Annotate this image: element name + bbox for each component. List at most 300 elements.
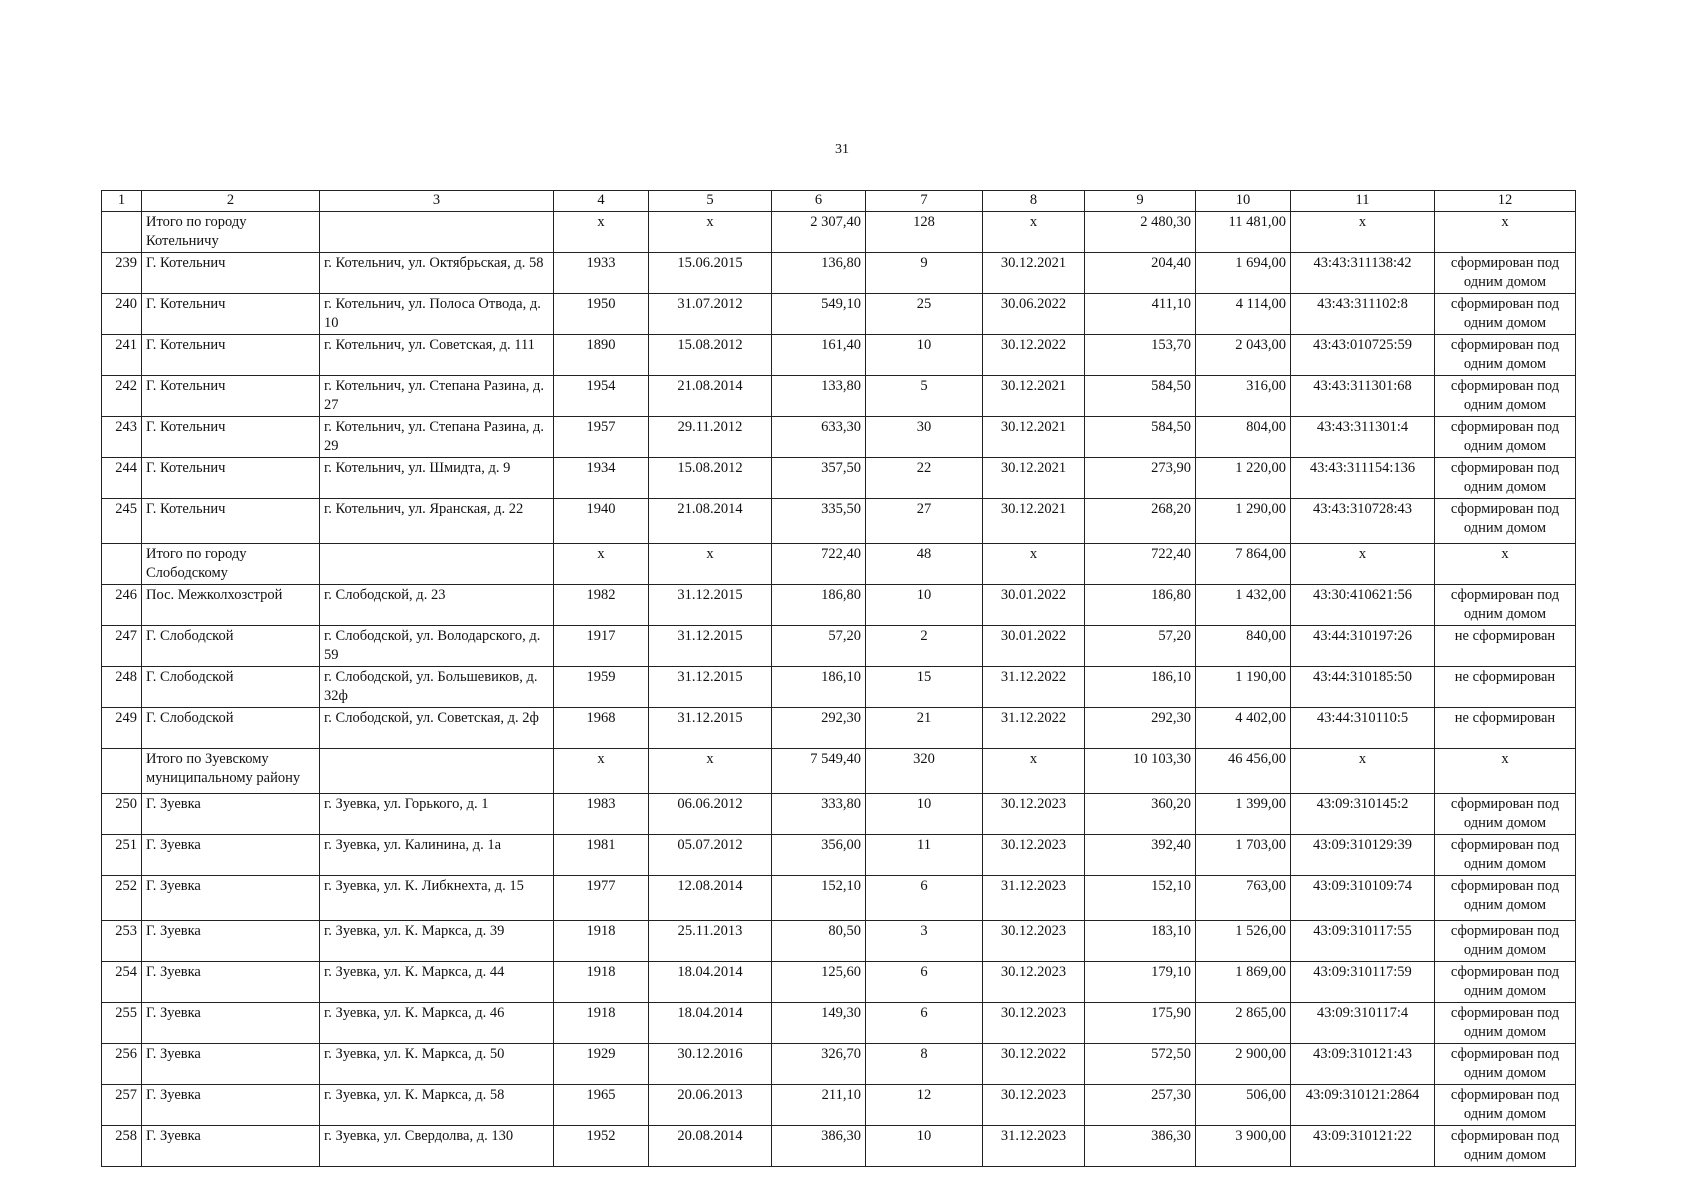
cell-land-status: сформирован под одним домом (1435, 1003, 1576, 1044)
cell-land-area: 840,00 (1196, 626, 1291, 667)
cell-cadastral-number: x (1291, 544, 1435, 585)
cell-address: г. Котельнич, ул. Советская, д. 111 (320, 335, 554, 376)
cell-resettlement-deadline: 30.06.2022 (983, 294, 1085, 335)
cell-land-status: сформирован под одним домом (1435, 335, 1576, 376)
table-row (102, 1044, 1576, 1085)
column-header: 4 (554, 191, 649, 212)
cell-build-year: 1968 (554, 708, 649, 749)
cell-residents-count: 27 (866, 499, 983, 544)
cell-residents-count: 30 (866, 417, 983, 458)
cell-address: г. Котельнич, ул. Степана Разина, д. 27 (320, 376, 554, 417)
table-row (102, 253, 1576, 294)
cell-recognition-date: 15.08.2012 (649, 458, 772, 499)
table-row (102, 667, 1576, 708)
cell-resettlement-deadline: 30.12.2023 (983, 962, 1085, 1003)
cell-build-year: 1977 (554, 876, 649, 921)
cell-address: г. Слободской, ул. Советская, д. 2ф (320, 708, 554, 749)
cell-row-number: 250 (102, 794, 142, 835)
cell-land-status: сформирован под одним домом (1435, 294, 1576, 335)
cell-residents-count: 10 (866, 794, 983, 835)
cell-settlement: Г. Зуевка (142, 921, 320, 962)
column-header: 6 (772, 191, 866, 212)
cell-settlement: Г. Зуевка (142, 876, 320, 921)
cell-recognition-date: 31.12.2015 (649, 626, 772, 667)
cell-residents-count: 15 (866, 667, 983, 708)
cell-residents-count: 320 (866, 749, 983, 794)
cell-area-resettled: 186,10 (1085, 667, 1196, 708)
cell-residents-count: 21 (866, 708, 983, 749)
cell-row-number: 257 (102, 1085, 142, 1126)
cell-recognition-date: 18.04.2014 (649, 962, 772, 1003)
cell-land-area: 1 290,00 (1196, 499, 1291, 544)
cell-residents-count: 10 (866, 585, 983, 626)
cell-resettlement-deadline: 30.12.2021 (983, 458, 1085, 499)
cell-land-area: 11 481,00 (1196, 212, 1291, 253)
cell-address (320, 212, 554, 253)
cell-land-status: x (1435, 212, 1576, 253)
cell-area-resettled: 57,20 (1085, 626, 1196, 667)
table-row (102, 499, 1576, 544)
cell-area: 7 549,40 (772, 749, 866, 794)
cell-area-resettled: 360,20 (1085, 794, 1196, 835)
cell-row-number: 242 (102, 376, 142, 417)
cell-build-year: 1890 (554, 335, 649, 376)
cell-area-resettled: 153,70 (1085, 335, 1196, 376)
cell-address (320, 544, 554, 585)
cell-residents-count: 8 (866, 1044, 983, 1085)
cell-settlement: Г. Зуевка (142, 794, 320, 835)
cell-land-area: 1 526,00 (1196, 921, 1291, 962)
cell-build-year: 1929 (554, 1044, 649, 1085)
cell-address: г. Зуевка, ул. Свердолва, д. 130 (320, 1126, 554, 1167)
cell-row-number: 252 (102, 876, 142, 921)
cell-recognition-date: 29.11.2012 (649, 417, 772, 458)
cell-resettlement-deadline: 30.12.2023 (983, 1085, 1085, 1126)
cell-area: 356,00 (772, 835, 866, 876)
cell-address: г. Зуевка, ул. К. Маркса, д. 50 (320, 1044, 554, 1085)
cell-resettlement-deadline: x (983, 212, 1085, 253)
cell-land-status: не сформирован (1435, 667, 1576, 708)
cell-land-area: 1 190,00 (1196, 667, 1291, 708)
cell-land-status: сформирован под одним домом (1435, 376, 1576, 417)
cell-recognition-date: 15.06.2015 (649, 253, 772, 294)
column-header: 11 (1291, 191, 1435, 212)
column-header: 5 (649, 191, 772, 212)
cell-recognition-date: x (649, 749, 772, 794)
cell-recognition-date: x (649, 544, 772, 585)
cell-row-number: 251 (102, 835, 142, 876)
cell-cadastral-number: 43:43:311301:4 (1291, 417, 1435, 458)
cell-residents-count: 48 (866, 544, 983, 585)
cell-resettlement-deadline: 30.12.2023 (983, 835, 1085, 876)
cell-residents-count: 6 (866, 876, 983, 921)
cell-area: 357,50 (772, 458, 866, 499)
cell-build-year: 1959 (554, 667, 649, 708)
cell-address: г. Котельнич, ул. Шмидта, д. 9 (320, 458, 554, 499)
cell-residents-count: 3 (866, 921, 983, 962)
page-number: 31 (835, 142, 849, 157)
cell-settlement: Итого по городу Котельничу (142, 212, 320, 253)
cell-build-year: 1983 (554, 794, 649, 835)
cell-settlement: Г. Слободской (142, 667, 320, 708)
cell-area-resettled: 386,30 (1085, 1126, 1196, 1167)
cell-cadastral-number: 43:43:311301:68 (1291, 376, 1435, 417)
cell-settlement: Итого по городу Слободскому (142, 544, 320, 585)
cell-land-area: 1 703,00 (1196, 835, 1291, 876)
cell-address: г. Котельнич, ул. Степана Разина, д. 29 (320, 417, 554, 458)
cell-resettlement-deadline: 30.12.2022 (983, 1044, 1085, 1085)
cell-recognition-date: 20.06.2013 (649, 1085, 772, 1126)
cell-settlement: Г. Котельнич (142, 499, 320, 544)
cell-address: г. Зуевка, ул. Горького, д. 1 (320, 794, 554, 835)
cell-resettlement-deadline: 30.12.2022 (983, 335, 1085, 376)
cell-row-number: 253 (102, 921, 142, 962)
table-row (102, 1003, 1576, 1044)
cell-build-year: 1934 (554, 458, 649, 499)
cell-recognition-date: 20.08.2014 (649, 1126, 772, 1167)
cell-cadastral-number: 43:44:310110:5 (1291, 708, 1435, 749)
cell-cadastral-number: 43:44:310197:26 (1291, 626, 1435, 667)
cell-address: г. Котельнич, ул. Яранская, д. 22 (320, 499, 554, 544)
cell-area-resettled: 257,30 (1085, 1085, 1196, 1126)
cell-resettlement-deadline: 30.12.2023 (983, 1003, 1085, 1044)
cell-area: 326,70 (772, 1044, 866, 1085)
cell-area: 633,30 (772, 417, 866, 458)
cell-area: 125,60 (772, 962, 866, 1003)
cell-land-status: сформирован под одним домом (1435, 499, 1576, 544)
cell-cadastral-number: 43:09:310121:43 (1291, 1044, 1435, 1085)
column-header: 3 (320, 191, 554, 212)
cell-cadastral-number: 43:09:310117:55 (1291, 921, 1435, 962)
cell-address: г. Зуевка, ул. К. Маркса, д. 39 (320, 921, 554, 962)
column-header: 2 (142, 191, 320, 212)
cell-area-resettled: 273,90 (1085, 458, 1196, 499)
cell-resettlement-deadline: x (983, 749, 1085, 794)
cell-address: г. Котельнич, ул. Октябрьская, д. 58 (320, 253, 554, 294)
cell-land-status: сформирован под одним домом (1435, 1044, 1576, 1085)
column-header: 7 (866, 191, 983, 212)
cell-row-number: 245 (102, 499, 142, 544)
cell-row-number: 258 (102, 1126, 142, 1167)
cell-resettlement-deadline: 30.01.2022 (983, 626, 1085, 667)
cell-address: г. Котельнич, ул. Полоса Отвода, д. 10 (320, 294, 554, 335)
cell-area: 152,10 (772, 876, 866, 921)
cell-area: 136,80 (772, 253, 866, 294)
table-row (102, 876, 1576, 921)
cell-recognition-date: 21.08.2014 (649, 499, 772, 544)
cell-residents-count: 5 (866, 376, 983, 417)
cell-settlement: Г. Слободской (142, 708, 320, 749)
cell-land-status: сформирован под одним домом (1435, 835, 1576, 876)
cell-address: г. Слободской, ул. Большевиков, д. 32ф (320, 667, 554, 708)
table-body (102, 212, 1576, 1167)
cell-land-area: 7 864,00 (1196, 544, 1291, 585)
cell-cadastral-number: 43:43:310728:43 (1291, 499, 1435, 544)
cell-settlement: Г. Котельнич (142, 294, 320, 335)
cell-area-resettled: 411,10 (1085, 294, 1196, 335)
cell-recognition-date: 15.08.2012 (649, 335, 772, 376)
cell-area-resettled: 204,40 (1085, 253, 1196, 294)
cell-resettlement-deadline: x (983, 544, 1085, 585)
total-row (102, 749, 1576, 794)
table-row (102, 794, 1576, 835)
cell-land-status: сформирован под одним домом (1435, 1085, 1576, 1126)
cell-build-year: 1952 (554, 1126, 649, 1167)
cell-recognition-date: 25.11.2013 (649, 921, 772, 962)
cell-build-year: 1965 (554, 1085, 649, 1126)
cell-land-area: 1 869,00 (1196, 962, 1291, 1003)
column-header: 10 (1196, 191, 1291, 212)
cell-build-year: 1954 (554, 376, 649, 417)
cell-build-year: 1918 (554, 962, 649, 1003)
cell-cadastral-number: 43:09:310121:2864 (1291, 1085, 1435, 1126)
cell-cadastral-number: 43:09:310145:2 (1291, 794, 1435, 835)
cell-resettlement-deadline: 30.12.2021 (983, 417, 1085, 458)
cell-settlement: Г. Зуевка (142, 835, 320, 876)
table-row (102, 708, 1576, 749)
cell-residents-count: 128 (866, 212, 983, 253)
cell-residents-count: 6 (866, 962, 983, 1003)
cell-settlement: Г. Зуевка (142, 962, 320, 1003)
cell-land-status: не сформирован (1435, 708, 1576, 749)
cell-build-year: 1950 (554, 294, 649, 335)
table-row (102, 921, 1576, 962)
cell-area-resettled: 183,10 (1085, 921, 1196, 962)
cell-area-resettled: 152,10 (1085, 876, 1196, 921)
cell-resettlement-deadline: 31.12.2023 (983, 1126, 1085, 1167)
cell-land-status: сформирован под одним домом (1435, 253, 1576, 294)
table-row (102, 417, 1576, 458)
cell-resettlement-deadline: 30.12.2023 (983, 921, 1085, 962)
total-row (102, 544, 1576, 585)
cell-land-area: 1 432,00 (1196, 585, 1291, 626)
cell-row-number: 241 (102, 335, 142, 376)
cell-residents-count: 10 (866, 1126, 983, 1167)
cell-area-resettled: 722,40 (1085, 544, 1196, 585)
cell-recognition-date: 31.12.2015 (649, 708, 772, 749)
cell-cadastral-number: 43:09:310109:74 (1291, 876, 1435, 921)
cell-land-area: 316,00 (1196, 376, 1291, 417)
cell-settlement: Г. Зуевка (142, 1126, 320, 1167)
cell-land-status: сформирован под одним домом (1435, 794, 1576, 835)
cell-land-area: 506,00 (1196, 1085, 1291, 1126)
cell-build-year: 1982 (554, 585, 649, 626)
cell-build-year: x (554, 749, 649, 794)
cell-settlement: Г. Котельнич (142, 417, 320, 458)
cell-area: 149,30 (772, 1003, 866, 1044)
cell-resettlement-deadline: 31.12.2023 (983, 876, 1085, 921)
cell-address: г. Зуевка, ул. К. Маркса, д. 58 (320, 1085, 554, 1126)
cell-address: г. Зуевка, ул. К. Маркса, д. 44 (320, 962, 554, 1003)
cell-cadastral-number: 43:30:410621:56 (1291, 585, 1435, 626)
cell-recognition-date: 21.08.2014 (649, 376, 772, 417)
cell-land-status: сформирован под одним домом (1435, 1126, 1576, 1167)
cell-land-status: сформирован под одним домом (1435, 417, 1576, 458)
table-row (102, 335, 1576, 376)
cell-area-resettled: 584,50 (1085, 376, 1196, 417)
cell-cadastral-number: x (1291, 749, 1435, 794)
cell-area: 333,80 (772, 794, 866, 835)
cell-address: г. Слободской, д. 23 (320, 585, 554, 626)
cell-row-number (102, 544, 142, 585)
cell-land-status: сформирован под одним домом (1435, 962, 1576, 1003)
cell-recognition-date: 06.06.2012 (649, 794, 772, 835)
cell-resettlement-deadline: 30.12.2023 (983, 794, 1085, 835)
cell-recognition-date: 31.07.2012 (649, 294, 772, 335)
cell-settlement: Г. Котельнич (142, 376, 320, 417)
cell-area-resettled: 292,30 (1085, 708, 1196, 749)
cell-resettlement-deadline: 30.12.2021 (983, 499, 1085, 544)
cell-address: г. Слободской, ул. Володарского, д. 59 (320, 626, 554, 667)
table-row (102, 1085, 1576, 1126)
cell-residents-count: 22 (866, 458, 983, 499)
cell-build-year: 1981 (554, 835, 649, 876)
column-header: 12 (1435, 191, 1576, 212)
table-row (102, 1126, 1576, 1167)
cell-resettlement-deadline: 30.12.2021 (983, 376, 1085, 417)
table-row (102, 626, 1576, 667)
cell-row-number: 244 (102, 458, 142, 499)
cell-area-resettled: 2 480,30 (1085, 212, 1196, 253)
cell-land-status: сформирован под одним домом (1435, 585, 1576, 626)
cell-area-resettled: 392,40 (1085, 835, 1196, 876)
cell-land-status: x (1435, 544, 1576, 585)
cell-settlement: Г. Котельнич (142, 458, 320, 499)
column-header: 8 (983, 191, 1085, 212)
cell-address (320, 749, 554, 794)
table-row (102, 835, 1576, 876)
cell-residents-count: 10 (866, 335, 983, 376)
cell-area: 133,80 (772, 376, 866, 417)
cell-land-area: 2 900,00 (1196, 1044, 1291, 1085)
cell-area-resettled: 10 103,30 (1085, 749, 1196, 794)
cell-area: 386,30 (772, 1126, 866, 1167)
cell-land-area: 3 900,00 (1196, 1126, 1291, 1167)
cell-land-area: 1 694,00 (1196, 253, 1291, 294)
cell-recognition-date: x (649, 212, 772, 253)
cell-area: 211,10 (772, 1085, 866, 1126)
cell-row-number: 247 (102, 626, 142, 667)
cell-area: 186,10 (772, 667, 866, 708)
cell-cadastral-number: 43:43:311154:136 (1291, 458, 1435, 499)
cell-land-status: сформирован под одним домом (1435, 876, 1576, 921)
cell-cadastral-number: 43:09:310117:59 (1291, 962, 1435, 1003)
cell-land-area: 4 114,00 (1196, 294, 1291, 335)
cell-row-number: 255 (102, 1003, 142, 1044)
cell-residents-count: 6 (866, 1003, 983, 1044)
cell-settlement: Г. Зуевка (142, 1003, 320, 1044)
cell-land-area: 2 043,00 (1196, 335, 1291, 376)
cell-area: 292,30 (772, 708, 866, 749)
cell-recognition-date: 12.08.2014 (649, 876, 772, 921)
cell-settlement: Итого по Зуевскому муниципальному району (142, 749, 320, 794)
cell-build-year: 1918 (554, 921, 649, 962)
cell-recognition-date: 18.04.2014 (649, 1003, 772, 1044)
cell-area-resettled: 572,50 (1085, 1044, 1196, 1085)
cell-row-number: 243 (102, 417, 142, 458)
cell-cadastral-number: 43:09:310117:4 (1291, 1003, 1435, 1044)
cell-area-resettled: 584,50 (1085, 417, 1196, 458)
cell-cadastral-number: 43:09:310121:22 (1291, 1126, 1435, 1167)
cell-cadastral-number: x (1291, 212, 1435, 253)
column-header: 1 (102, 191, 142, 212)
cell-area: 335,50 (772, 499, 866, 544)
cell-cadastral-number: 43:09:310129:39 (1291, 835, 1435, 876)
cell-land-area: 1 220,00 (1196, 458, 1291, 499)
cell-land-area: 46 456,00 (1196, 749, 1291, 794)
total-row (102, 212, 1576, 253)
cell-resettlement-deadline: 30.01.2022 (983, 585, 1085, 626)
cell-area-resettled: 268,20 (1085, 499, 1196, 544)
cell-build-year: 1917 (554, 626, 649, 667)
cell-row-number: 254 (102, 962, 142, 1003)
cell-residents-count: 9 (866, 253, 983, 294)
cell-build-year: x (554, 544, 649, 585)
cell-resettlement-deadline: 30.12.2021 (983, 253, 1085, 294)
cell-area: 549,10 (772, 294, 866, 335)
cell-land-area: 1 399,00 (1196, 794, 1291, 835)
cell-residents-count: 11 (866, 835, 983, 876)
cell-resettlement-deadline: 31.12.2022 (983, 708, 1085, 749)
cell-recognition-date: 31.12.2015 (649, 585, 772, 626)
cell-recognition-date: 05.07.2012 (649, 835, 772, 876)
table-row (102, 294, 1576, 335)
cell-settlement: Г. Зуевка (142, 1044, 320, 1085)
cell-cadastral-number: 43:43:311102:8 (1291, 294, 1435, 335)
cell-recognition-date: 30.12.2016 (649, 1044, 772, 1085)
cell-land-status: x (1435, 749, 1576, 794)
cell-land-status: сформирован под одним домом (1435, 458, 1576, 499)
cell-row-number: 246 (102, 585, 142, 626)
table-header-row (102, 191, 1576, 212)
table-row (102, 376, 1576, 417)
cell-land-status: не сформирован (1435, 626, 1576, 667)
cell-row-number: 240 (102, 294, 142, 335)
cell-area-resettled: 175,90 (1085, 1003, 1196, 1044)
cell-settlement: Г. Котельнич (142, 335, 320, 376)
cell-settlement: Пос. Межколхозстрой (142, 585, 320, 626)
cell-area: 80,50 (772, 921, 866, 962)
cell-cadastral-number: 43:44:310185:50 (1291, 667, 1435, 708)
cell-area: 57,20 (772, 626, 866, 667)
column-header: 9 (1085, 191, 1196, 212)
cell-settlement: Г. Слободской (142, 626, 320, 667)
cell-row-number: 239 (102, 253, 142, 294)
cell-area-resettled: 179,10 (1085, 962, 1196, 1003)
cell-build-year: 1957 (554, 417, 649, 458)
housing-table (101, 190, 1576, 1167)
cell-residents-count: 25 (866, 294, 983, 335)
cell-land-area: 2 865,00 (1196, 1003, 1291, 1044)
cell-land-area: 4 402,00 (1196, 708, 1291, 749)
cell-resettlement-deadline: 31.12.2022 (983, 667, 1085, 708)
cell-row-number: 248 (102, 667, 142, 708)
cell-row-number: 249 (102, 708, 142, 749)
cell-settlement: Г. Зуевка (142, 1085, 320, 1126)
cell-area: 186,80 (772, 585, 866, 626)
cell-build-year: 1940 (554, 499, 649, 544)
table-row (102, 458, 1576, 499)
cell-area: 161,40 (772, 335, 866, 376)
table-row (102, 962, 1576, 1003)
cell-residents-count: 2 (866, 626, 983, 667)
cell-area: 2 307,40 (772, 212, 866, 253)
cell-land-area: 804,00 (1196, 417, 1291, 458)
cell-build-year: 1918 (554, 1003, 649, 1044)
cell-cadastral-number: 43:43:311138:42 (1291, 253, 1435, 294)
cell-area-resettled: 186,80 (1085, 585, 1196, 626)
cell-row-number (102, 212, 142, 253)
